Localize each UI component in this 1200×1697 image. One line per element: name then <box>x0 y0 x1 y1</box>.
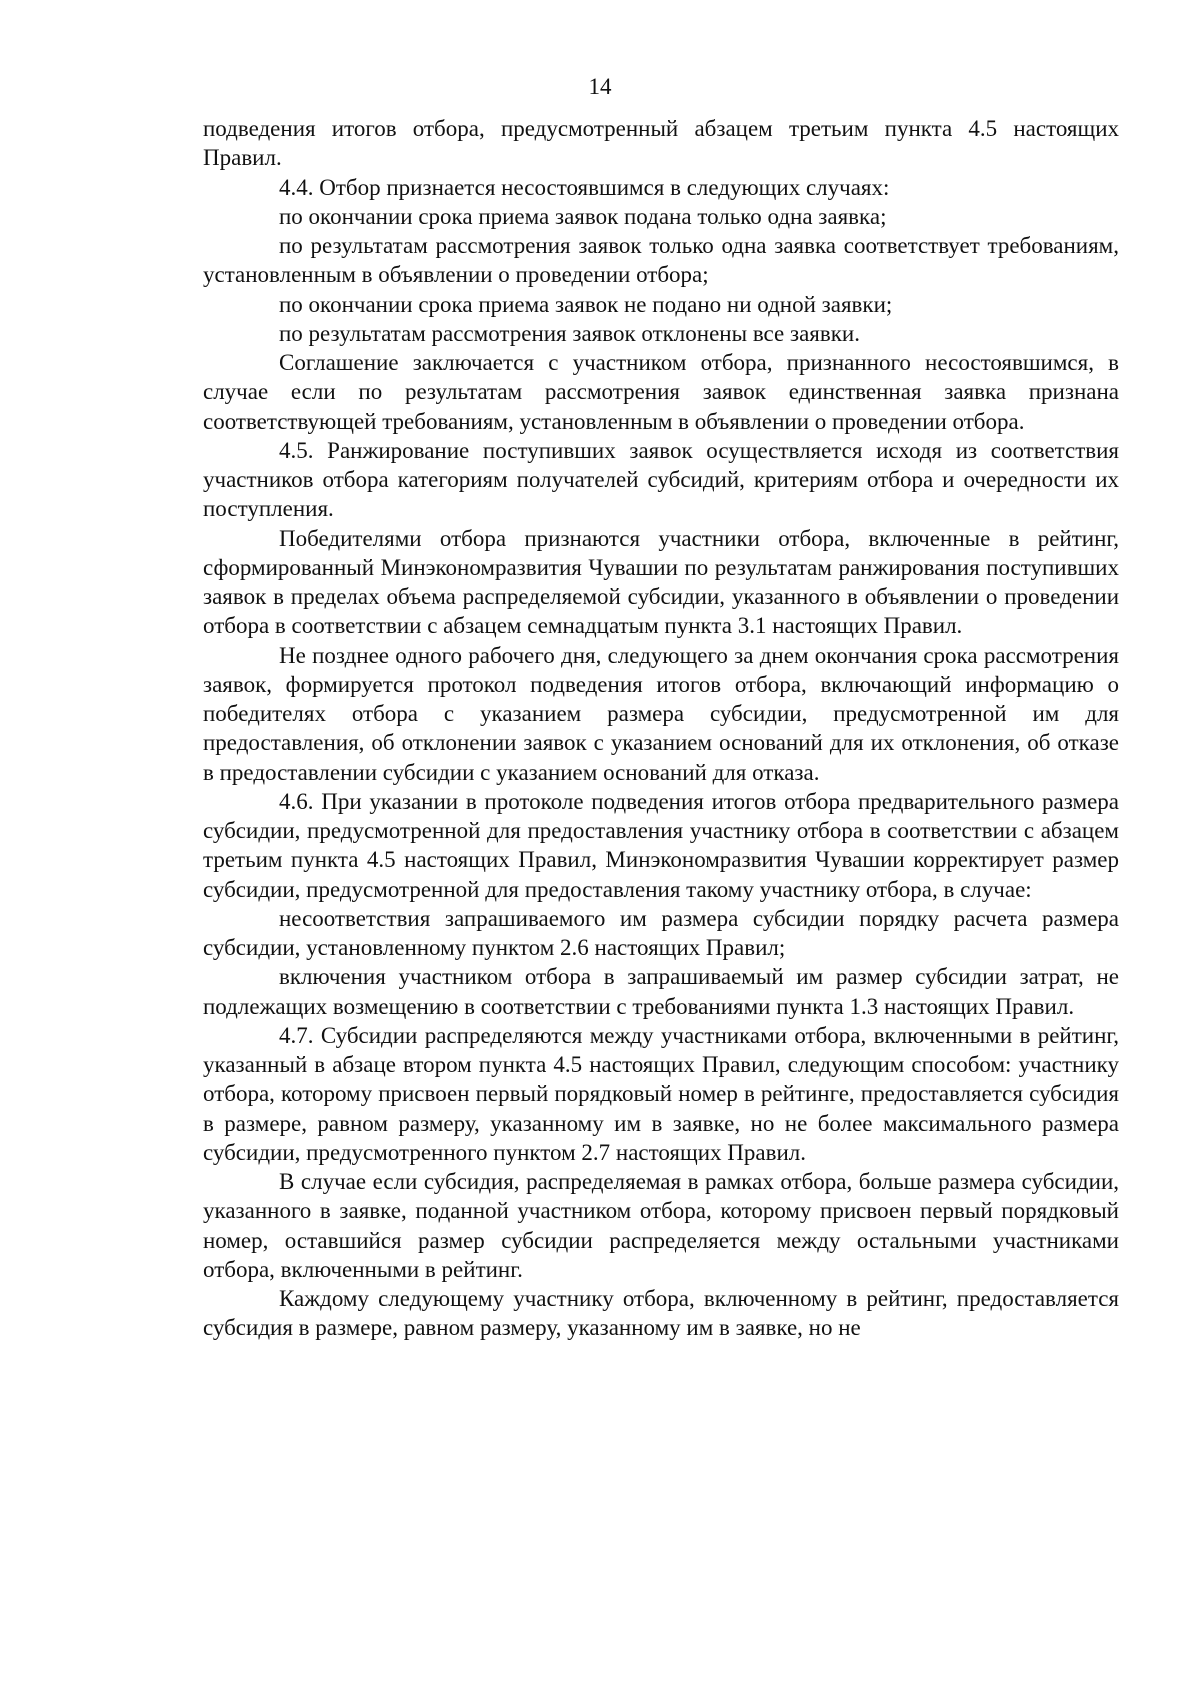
paragraph: подведения итогов отбора, предусмотренный абзацем третьим пункта 4.5 настоящих Правил. <box>203 116 1119 171</box>
paragraph: по результатам рассмотрения заявок отклонены все заявки. <box>279 320 860 346</box>
paragraph: 4.4. Отбор признается несостоявшимся в следующих случаях: <box>279 174 890 200</box>
document-body <box>203 114 1119 1343</box>
paragraph: Соглашение заключается с участником отбора, признанного несостоявшимся, в случае если по результатам рассмотрения заявок единственная заявка признана соответствующей требованиям, установленным в объявлении о проведении отбора. <box>203 350 1119 434</box>
paragraph: 4.5. Ранжирование поступивших заявок осуществляется исходя из соответствия участников отбора категориям получателей субсидий, критериям отбора и очередности их поступления. <box>203 437 1119 522</box>
paragraph: Не позднее одного рабочего дня, следующего за днем окончания срока рассмотрения заявок, формируется протокол подведения итогов отбора, включающий информацию о победителях отбора с указанием размера субсидии, предусмотренной им для предоставления, об отклонении заявок с указанием оснований для их отклонения, об отказе в предоставлении субсидии с указанием оснований для отказа. <box>203 642 1119 785</box>
page-number: 14 <box>588 74 612 99</box>
paragraph: по окончании срока приема заявок подана только одна заявка; <box>279 203 887 229</box>
paragraph: Каждому следующему участнику отбора, включенному в рейтинг, предоставляется субсидия в размере, равном размеру, указанному им в заявке, но не <box>203 1286 1119 1341</box>
paragraph: 4.6. При указании в протоколе подведения итогов отбора предварительного размера субсидии, предусмотренной для предоставления участнику отбора в соответствии с абзацем третьим пункта 4.5 настоящих Правил, Минэкономразвития Чувашии корректирует размер субсидии, предусмотренной для предоставления такому участнику отбора, в случае: <box>203 788 1119 902</box>
paragraph: 4.7. Субсидии распределяются между участниками отбора, включенными в рейтинг, указанный в абзаце втором пункта 4.5 настоящих Правил, следующим способом: участнику отбора, которому присвоен первый порядковый номер в рейтинге, предоставляется субсидия в размере, равном размеру, указанному им в заявке, но не более максимального размера субсидии, предусмотренного пунктом 2.7 настоящих Правил. <box>203 1022 1119 1165</box>
paragraph: Победителями отбора признаются участники отбора, включенные в рейтинг, сформированный Минэкономразвития Чувашии по результатам ранжирования поступивших заявок в пределах объема распределяемой субсидии, указанного в объявлении о проведении отбора в соответствии с абзацем семнадцатым пункта 3.1 настоящих Правил. <box>203 525 1119 639</box>
paragraph: несоответствия запрашиваемого им размера субсидии порядку расчета размера субсидии, установленному пунктом 2.6 настоящих Правил; <box>203 905 1119 960</box>
paragraph: по результатам рассмотрения заявок только одна заявка соответствует требованиям, установленным в объявлении о проведении отбора; <box>203 233 1119 288</box>
paragraph: по окончании срока приема заявок не подано ни одной заявки; <box>279 291 893 317</box>
paragraph: В случае если субсидия, распределяемая в рамках отбора, больше размера субсидии, указанного в заявке, поданной участником отбора, которому присвоен первый порядковый номер, оставшийся размер субсидии распределяется между остальными участниками отбора, включенными в рейтинг. <box>203 1169 1119 1282</box>
paragraph: включения участником отбора в запрашиваемый им размер субсидии затрат, не подлежащих возмещению в соответствии с требованиями пункта 1.3 настоящих Правил. <box>203 964 1119 1019</box>
